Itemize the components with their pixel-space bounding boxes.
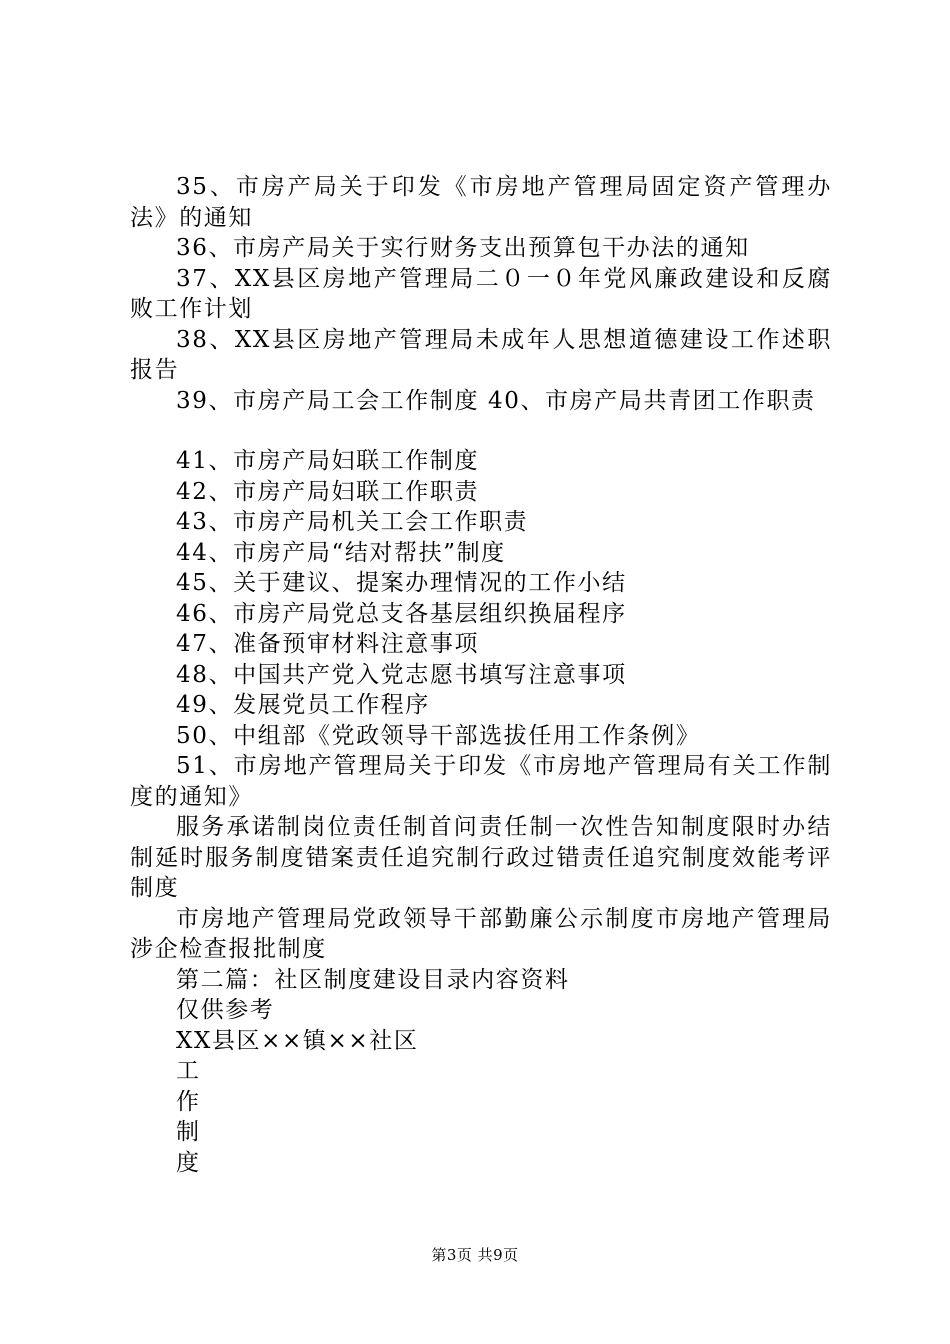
list-item: 43、市房产局机关工会工作职责 <box>176 509 529 535</box>
vertical-title-char: 度 <box>176 1149 201 1176</box>
vertical-title-char: 工 <box>176 1058 201 1084</box>
paragraph-item-36: 36、市房产局关于实行财务支出预算包干办法的通知 <box>176 235 750 261</box>
list-item: 47、准备预审材料注意事项 <box>176 631 480 657</box>
paragraph-item-35: 35、市房产局关于印发《市房地产管理局固定资产管理办法》的通知 <box>130 174 832 231</box>
list-item: 48、中国共产党入党志愿书填写注意事项 <box>176 661 627 688</box>
paragraph-integrity-systems: 市房地产管理局党政领导干部勤廉公示制度市房地产管理局涉企检查报批制度 <box>130 905 832 962</box>
list-item: 46、市房产局党总支各基层组织换届程序 <box>176 600 627 627</box>
paragraph-item-38: 38、XX县区房地产管理局未成年人思想道德建设工作述职报告 <box>130 326 832 383</box>
paragraph-item-39-40: 39、市房产局工会工作制度 40、市房产局共青团工作职责 <box>176 387 816 414</box>
item-list <box>130 446 832 751</box>
document-body <box>130 172 832 1178</box>
paragraph-item-37: 37、XX县区房地产管理局二０一０年党风廉政建设和反腐败工作计划 <box>130 265 832 322</box>
vertical-title-char: 制 <box>176 1119 201 1145</box>
section-heading: 第二篇：社区制度建设目录内容资料 <box>176 966 570 993</box>
paragraph-service-systems: 服务承诺制岗位责任制首问责任制一次性告知制度限时办结制延时服务制度错案责任追究制行政过错责任追究制度效能考评制度 <box>130 814 832 901</box>
community-name: XX县区××镇××社区 <box>176 1027 419 1054</box>
vertical-title <box>130 1056 832 1178</box>
list-item: 45、关于建议、提案办理情况的工作小结 <box>176 570 627 596</box>
vertical-title-char: 作 <box>176 1088 201 1115</box>
reference-note: 仅供参考 <box>176 997 275 1023</box>
list-item: 49、发展党员工作程序 <box>176 692 430 718</box>
list-item: 41、市房产局妇联工作制度 <box>176 448 480 474</box>
list-item: 42、市房产局妇联工作职责 <box>176 478 480 505</box>
list-item: 44、市房产局“结对帮扶”制度 <box>176 539 506 566</box>
list-item: 50、中组部《党政领导干部选拔任用工作条例》 <box>176 722 701 749</box>
page-footer: 第3页 共9页 <box>431 1246 519 1264</box>
paragraph-item-51: 51、市房地产管理局关于印发《市房地产管理局有关工作制度的通知》 <box>130 753 832 810</box>
